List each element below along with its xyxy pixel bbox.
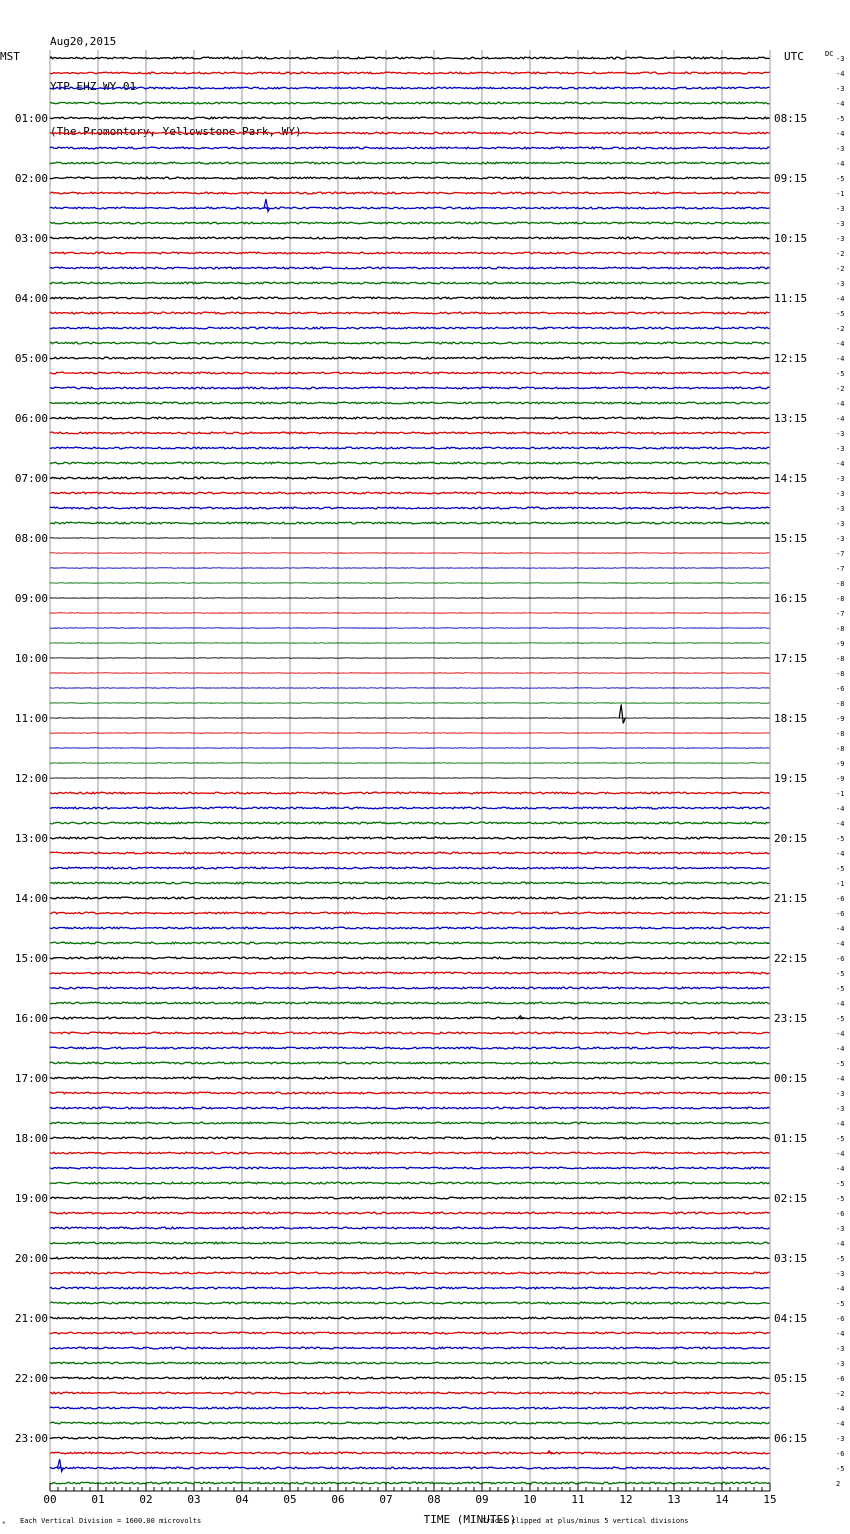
trace-row: [50, 492, 770, 494]
recording-date: Aug20,2015: [50, 35, 117, 48]
dc-offset-label: -8: [836, 625, 845, 633]
trace-row: [50, 192, 770, 194]
dc-offset-label: -2: [836, 1390, 845, 1398]
right-hour-label: 13:15: [774, 412, 808, 425]
trace-row: [50, 117, 770, 119]
dc-offset-label: -1: [836, 790, 845, 798]
dc-offset-label: -4: [836, 1030, 845, 1038]
dc-offset-label: -3: [836, 1360, 845, 1368]
dc-offset-label: -4: [836, 70, 845, 78]
x-tick-label: 03: [187, 1493, 201, 1506]
x-tick-label: 14: [715, 1493, 729, 1506]
dc-offset-label: -4: [836, 940, 845, 948]
trace-row: [50, 267, 770, 269]
left-hour-label: 15:00: [14, 952, 48, 965]
trace-row: [50, 72, 770, 74]
x-tick-label: 00: [43, 1493, 57, 1506]
trace-row: [50, 852, 770, 854]
left-hour-label: 01:00: [14, 112, 48, 125]
trace-row: [50, 1077, 770, 1079]
left-hour-label: 08:00: [14, 532, 48, 545]
dc-offset-label: -4: [836, 400, 845, 408]
trace-row: [50, 673, 770, 674]
dc-offset-label: -4: [836, 460, 845, 468]
left-hour-label: 11:00: [14, 712, 48, 725]
x-tick-label: 04: [235, 1493, 249, 1506]
dc-offset-label: -6: [836, 1315, 845, 1323]
clip-note: Traces clipped at plus/minus 5 vertical divisions: [482, 1517, 689, 1525]
dc-offset-label: -4: [836, 805, 845, 813]
trace-row: [50, 1422, 770, 1424]
trace-row: [50, 568, 770, 569]
trace-row: [50, 1122, 770, 1124]
dc-offset-label: -8: [836, 745, 845, 753]
trace-row: [50, 507, 770, 509]
dc-offset-label: 2: [836, 1480, 841, 1488]
dc-offset-label: -4: [836, 1240, 845, 1248]
left-hour-label: 23:00: [14, 1432, 48, 1445]
dc-offset-label: -4: [836, 295, 845, 303]
dc-offset-label: -5: [836, 865, 845, 873]
station-id: YTP EHZ WY 01: [50, 80, 137, 93]
trace-row: [50, 688, 770, 689]
left-hour-label: 10:00: [14, 652, 48, 665]
x-tick-label: 11: [571, 1493, 585, 1506]
dc-offset-label: -4: [836, 100, 845, 108]
dc-offset-label: -3: [836, 55, 845, 63]
left-hour-label: 13:00: [14, 832, 48, 845]
trace-row: [50, 1212, 770, 1214]
dc-offset-label: -3: [836, 475, 845, 483]
trace-row: [50, 972, 770, 974]
trace-row: [50, 882, 770, 884]
dc-offset-label: -6: [836, 1375, 845, 1383]
left-hour-label: 21:00: [14, 1312, 48, 1325]
trace-row: [50, 1167, 770, 1169]
dc-offset-label: -3: [836, 1435, 845, 1443]
scale-note: Each Vertical Division = 1600.00 microvolts: [20, 1517, 202, 1525]
trace-row: [50, 1437, 770, 1439]
station-location: (The Promontory, Yellowstone Park, WY): [50, 125, 302, 138]
trace-row: [50, 102, 770, 104]
trace-row: [50, 1317, 770, 1319]
dc-offset-label: -3: [836, 1270, 845, 1278]
dc-offset-label: -9: [836, 775, 845, 783]
trace-row: [50, 718, 770, 719]
left-hour-label: 03:00: [14, 232, 48, 245]
trace-row: [50, 147, 770, 149]
trace-row: [50, 867, 770, 869]
trace-row: [50, 162, 770, 164]
dc-offset-label: -3: [836, 235, 845, 243]
dc-offset-label: -4: [836, 1285, 845, 1293]
trace-row: [50, 613, 770, 614]
right-hour-label: 19:15: [774, 772, 808, 785]
left-hour-label: 12:00: [14, 772, 48, 785]
trace-row: [50, 1152, 770, 1154]
x-tick-label: 10: [523, 1493, 537, 1506]
trace-row: [50, 462, 770, 464]
dc-offset-label: -7: [836, 565, 845, 573]
trace-row: [50, 628, 770, 629]
seismic-event: [619, 705, 625, 724]
dc-offset-label: -5: [836, 310, 845, 318]
x-tick-label: 07: [379, 1493, 393, 1506]
trace-row: [50, 1347, 770, 1349]
trace-row: [50, 643, 770, 644]
dc-offset-label: -3: [836, 430, 845, 438]
dc-offset-label: -5: [836, 985, 845, 993]
trace-row: [50, 372, 770, 374]
trace-row: [50, 1482, 770, 1484]
trace-row: [50, 327, 770, 329]
dc-offset-label: -8: [836, 700, 845, 708]
right-hour-label: 02:15: [774, 1192, 808, 1205]
left-hour-label: 19:00: [14, 1192, 48, 1205]
right-hour-label: 05:15: [774, 1372, 808, 1385]
trace-row: [50, 792, 770, 794]
right-hour-label: 14:15: [774, 472, 808, 485]
left-hour-label: 20:00: [14, 1252, 48, 1265]
trace-row: [50, 447, 770, 449]
trace-row: [50, 987, 770, 989]
dc-offset-label: -7: [836, 550, 845, 558]
trace-row: [50, 1287, 770, 1289]
trace-row: [50, 417, 770, 419]
trace-row: [50, 778, 770, 779]
right-timezone-label: UTC: [784, 50, 804, 63]
dc-offset-label: -4: [836, 1120, 845, 1128]
x-tick-label: 08: [427, 1493, 441, 1506]
dc-offset-label: -4: [836, 1420, 845, 1428]
right-hour-label: 20:15: [774, 832, 808, 845]
trace-row: [50, 733, 770, 734]
trace-row: [50, 1392, 770, 1394]
right-hour-label: 15:15: [774, 532, 808, 545]
dc-offset-label: -9: [836, 640, 845, 648]
dc-offset-label: -4: [836, 415, 845, 423]
trace-row: [50, 237, 770, 239]
trace-row: [50, 748, 770, 749]
left-hour-label: 06:00: [14, 412, 48, 425]
trace-row: [50, 1467, 770, 1469]
trace-row: [50, 1242, 770, 1244]
trace-row: [50, 57, 770, 59]
trace-row: [50, 282, 770, 284]
trace-row: [50, 477, 770, 479]
dc-offset-label: -5: [836, 1060, 845, 1068]
trace-row: [50, 87, 770, 89]
left-hour-label: 02:00: [14, 172, 48, 185]
x-tick-label: 12: [619, 1493, 633, 1506]
left-hour-label: 17:00: [14, 1072, 48, 1085]
left-hour-label: 18:00: [14, 1132, 48, 1145]
trace-row: [50, 1332, 770, 1334]
dc-offset-label: -5: [836, 1180, 845, 1188]
x-axis-label: TIME (MINUTES): [423, 1513, 517, 1526]
dc-offset-label: -5: [836, 1255, 845, 1263]
trace-row: [50, 252, 770, 254]
dc-offset-label: -5: [836, 970, 845, 978]
corner-mark: ᴹ: [2, 1521, 6, 1528]
right-hour-label: 22:15: [774, 952, 808, 965]
dc-offset-label: -3: [836, 445, 845, 453]
trace-row: [50, 1257, 770, 1259]
right-hour-label: 00:15: [774, 1072, 808, 1085]
trace-row: [50, 1107, 770, 1109]
trace-row: [50, 1197, 770, 1199]
right-hour-label: 23:15: [774, 1012, 808, 1025]
dc-offset-label: -5: [836, 175, 845, 183]
trace-row: [50, 598, 770, 599]
dc-offset-label: -5: [836, 1195, 845, 1203]
dc-offset-label: -4: [836, 1000, 845, 1008]
trace-row: [50, 1092, 770, 1094]
dc-offset-label: -5: [836, 1135, 845, 1143]
dc-offset-label: -4: [836, 925, 845, 933]
dc-offset-label: -3: [836, 1225, 845, 1233]
trace-row: [50, 807, 770, 809]
right-hour-label: 16:15: [774, 592, 808, 605]
dc-offset-label: -4: [836, 1165, 845, 1173]
trace-row: [50, 1362, 770, 1364]
dc-offset-label: -6: [836, 1210, 845, 1218]
trace-row: [50, 957, 770, 959]
dc-offset-label: -5: [836, 1300, 845, 1308]
trace-row: [50, 432, 770, 434]
dc-offset-label: -3: [836, 1345, 845, 1353]
right-hour-label: 06:15: [774, 1432, 808, 1445]
dc-offset-label: -3: [836, 145, 845, 153]
trace-row: [50, 1182, 770, 1184]
seismic-event: [264, 199, 270, 212]
left-hour-label: 16:00: [14, 1012, 48, 1025]
x-tick-label: 06: [331, 1493, 345, 1506]
trace-row: [50, 177, 770, 179]
trace-row: [50, 658, 770, 659]
right-hour-label: 10:15: [774, 232, 808, 245]
right-hour-label: 03:15: [774, 1252, 808, 1265]
dc-header-label: DC: [825, 50, 834, 58]
trace-row: [50, 583, 770, 584]
trace-row: [50, 357, 770, 359]
seismic-traces: [50, 57, 770, 1484]
trace-row: [50, 1272, 770, 1274]
x-tick-label: 09: [475, 1493, 489, 1506]
dc-offset-label: -2: [836, 325, 845, 333]
trace-row: [50, 763, 770, 764]
dc-offset-label: -9: [836, 760, 845, 768]
seismic-event: [58, 1459, 64, 1472]
dc-offset-label: -7: [836, 610, 845, 618]
trace-row: [50, 1032, 770, 1034]
dc-offset-label: -3: [836, 280, 845, 288]
dc-offset-label: -6: [836, 1450, 845, 1458]
trace-row: [50, 912, 770, 914]
dc-offset-label: -3: [836, 1105, 845, 1113]
dc-offset-label: -5: [836, 835, 845, 843]
right-hour-label: 11:15: [774, 292, 808, 305]
left-hour-label: 22:00: [14, 1372, 48, 1385]
dc-offset-label: -5: [836, 1015, 845, 1023]
dc-offset-label: -3: [836, 1090, 845, 1098]
right-hour-label: 04:15: [774, 1312, 808, 1325]
x-tick-label: 05: [283, 1493, 297, 1506]
trace-row: [50, 897, 770, 899]
dc-offset-label: -3: [836, 205, 845, 213]
dc-offset-label: -3: [836, 490, 845, 498]
dc-offset-label: -2: [836, 385, 845, 393]
right-hour-label: 09:15: [774, 172, 808, 185]
trace-row: [50, 1302, 770, 1304]
dc-offset-label: -8: [836, 580, 845, 588]
right-hour-label: 17:15: [774, 652, 808, 665]
dc-offset-label: -4: [836, 130, 845, 138]
trace-row: [50, 1227, 770, 1229]
trace-row: [50, 942, 770, 944]
right-hour-label: 12:15: [774, 352, 808, 365]
dc-offset-label: -4: [836, 1405, 845, 1413]
dc-offset-label: -5: [836, 115, 845, 123]
left-hour-label: 05:00: [14, 352, 48, 365]
dc-offset-label: -2: [836, 265, 845, 273]
trace-row: [50, 703, 770, 704]
dc-offset-label: -6: [836, 685, 845, 693]
dc-offset-label: -6: [836, 910, 845, 918]
dc-offset-label: -4: [836, 1150, 845, 1158]
trace-row: [50, 1047, 770, 1049]
dc-offset-label: -4: [836, 340, 845, 348]
trace-row: [50, 1062, 770, 1064]
trace-row: [50, 1002, 770, 1004]
trace-row: [50, 837, 770, 839]
dc-offset-label: -4: [836, 355, 845, 363]
dc-offset-label: -4: [836, 820, 845, 828]
left-timezone-label: MST: [0, 50, 20, 63]
dc-offset-label: -8: [836, 655, 845, 663]
x-tick-label: 15: [763, 1493, 777, 1506]
trace-row: [50, 1017, 770, 1019]
left-hour-label: 07:00: [14, 472, 48, 485]
dc-offset-label: -4: [836, 1045, 845, 1053]
dc-offset-label: -3: [836, 220, 845, 228]
dc-offset-label: -1: [836, 190, 845, 198]
right-hour-label: 18:15: [774, 712, 808, 725]
left-hour-label: 04:00: [14, 292, 48, 305]
trace-row: [50, 522, 770, 524]
dc-offset-label: -4: [836, 1075, 845, 1083]
x-tick-label: 02: [139, 1493, 153, 1506]
dc-offset-label: -5: [836, 370, 845, 378]
trace-row: [50, 132, 770, 134]
dc-offset-label: -9: [836, 715, 845, 723]
dc-offset-label: -4: [836, 160, 845, 168]
dc-offset-label: -3: [836, 505, 845, 513]
dc-offset-label: -2: [836, 250, 845, 258]
trace-row: [50, 553, 770, 554]
right-hour-label: 01:15: [774, 1132, 808, 1145]
right-hour-label: 21:15: [774, 892, 808, 905]
trace-row: [50, 1137, 770, 1139]
trace-row: [50, 1377, 770, 1379]
left-hour-label: 14:00: [14, 892, 48, 905]
trace-row: [50, 1407, 770, 1409]
dc-offset-label: -3: [836, 85, 845, 93]
dc-offset-label: -5: [836, 1465, 845, 1473]
trace-row: [50, 312, 770, 314]
dc-offset-label: -8: [836, 670, 845, 678]
trace-row: [50, 342, 770, 344]
right-hour-label: 08:15: [774, 112, 808, 125]
dc-offset-label: -6: [836, 955, 845, 963]
trace-row: [50, 387, 770, 389]
dc-offset-label: -3: [836, 520, 845, 528]
trace-row: [50, 538, 270, 539]
dc-offset-label: -6: [836, 895, 845, 903]
x-tick-label: 01: [91, 1493, 105, 1506]
dc-offset-label: -1: [836, 880, 845, 888]
trace-row: [50, 927, 770, 929]
left-hour-label: 09:00: [14, 592, 48, 605]
dc-offset-label: -8: [836, 595, 845, 603]
trace-row: [50, 822, 770, 824]
trace-row: [50, 207, 770, 209]
dc-offset-label: -8: [836, 730, 845, 738]
minute-gridlines: [50, 50, 770, 1491]
x-tick-label: 13: [667, 1493, 681, 1506]
trace-row: [50, 402, 770, 404]
dc-offset-label: -3: [836, 535, 845, 543]
dc-offset-label: -4: [836, 850, 845, 858]
dc-offset-label: -4: [836, 1330, 845, 1338]
trace-row: [50, 297, 770, 299]
trace-row: [50, 222, 770, 224]
trace-row: [50, 1452, 770, 1454]
